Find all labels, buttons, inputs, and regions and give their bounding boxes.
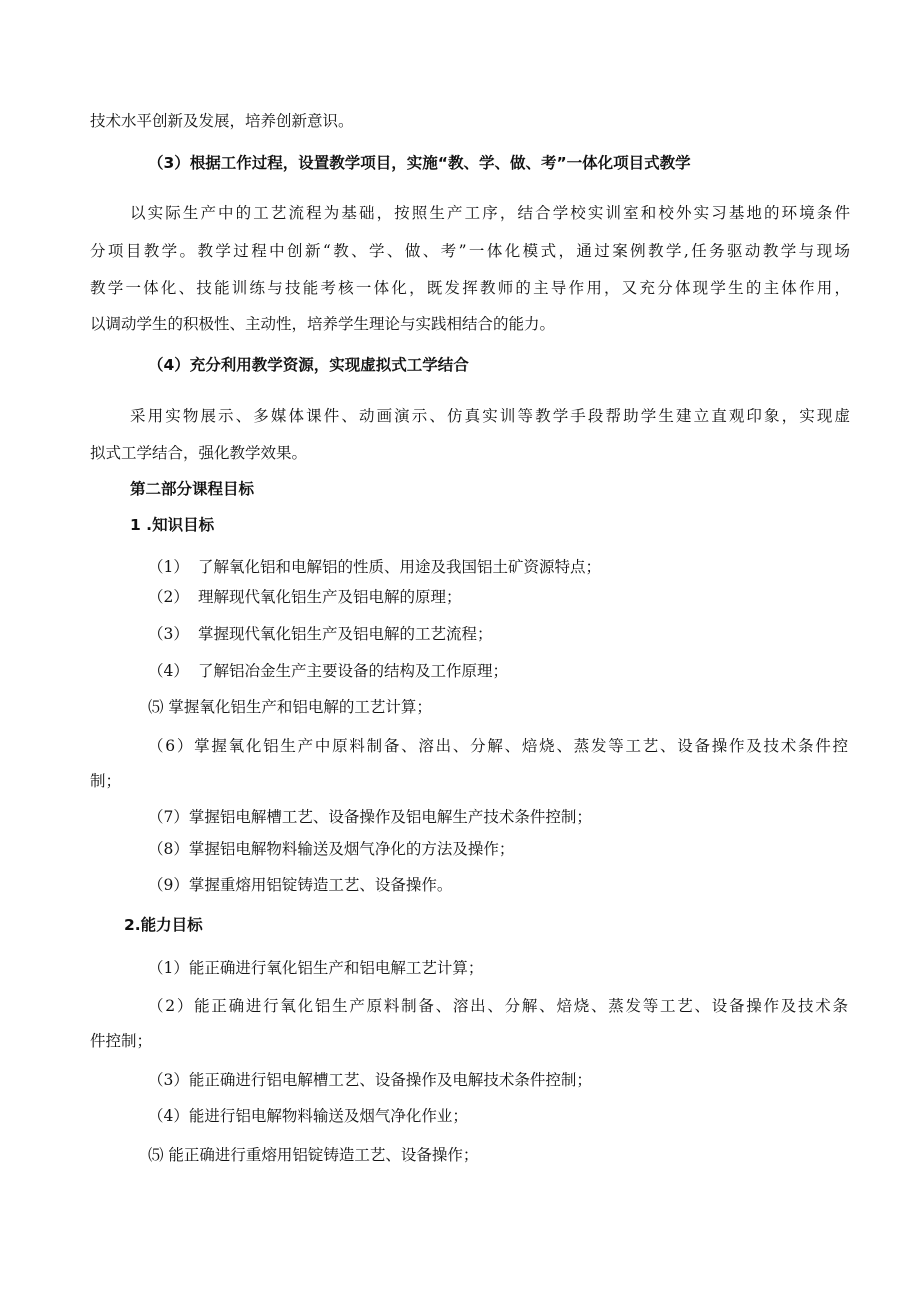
list-item-number: （1） [148, 558, 189, 576]
list-item-number: （3） [148, 625, 189, 643]
list-item: （6）掌握氧化铝生产中原料制备、溶出、分解、焙烧、蒸发等工艺、设备操作及技术条件控 [148, 737, 848, 755]
paragraph-line: 以实际生产中的工艺流程为基础，按照生产工序，结合学校实训室和校外实习基地的环境条件 [130, 204, 850, 222]
list-item [148, 557, 848, 577]
paragraph-line: 采用实物展示、多媒体课件、动画演示、仿真实训等教学手段帮助学生建立直观印象，实现虚 [130, 407, 850, 425]
paragraph-line: 以调动学生的积极性、主动性，培养学生理论与实践相结合的能力。 [90, 315, 556, 333]
paragraph-line: 拟式工学结合，强化教学效果。 [90, 444, 308, 462]
list-item: ⑸ 掌握氧化铝生产和铝电解的工艺计算； [148, 698, 432, 716]
list-item: （8）掌握铝电解物料输送及烟气净化的方法及操作； [148, 840, 515, 858]
paragraph-line: 技术水平创新及发展，培养创新意识。 [90, 112, 354, 130]
list-item-continuation: 件控制； [90, 1032, 153, 1050]
list-item: （2）能正确进行氧化铝生产原料制备、溶出、分解、焙烧、蒸发等工艺、设备操作及技术条 [148, 997, 848, 1015]
subsection-heading: 2.能力目标 [124, 916, 203, 934]
list-item: （9）掌握重熔用铝锭铸造工艺、设备操作。 [148, 876, 453, 894]
list-item-text: 掌握现代氧化铝生产及铝电解的工艺流程； [198, 625, 493, 643]
list-item: （1）能正确进行氧化铝生产和铝电解工艺计算； [148, 959, 484, 977]
subsection-heading: 1 .知识目标 [130, 516, 215, 534]
list-item-text: 理解现代氧化铝生产及铝电解的原理； [198, 588, 462, 606]
list-item: （7）掌握铝电解槽工艺、设备操作及铝电解生产技术条件控制； [148, 808, 592, 826]
list-item: （3）能正确进行铝电解槽工艺、设备操作及电解技术条件控制； [148, 1071, 592, 1089]
section-heading: （3）根据工作过程，设置教学项目，实施“教、学、做、考”一体化项目式教学 [148, 154, 691, 172]
list-item-number: （4） [148, 662, 189, 680]
paragraph-line: 教学一体化、技能训练与技能考核一体化，既发挥教师的主导作用，又充分体现学生的主体作用， [90, 279, 850, 297]
list-item: （4）能进行铝电解物料输送及烟气净化作业； [148, 1107, 468, 1125]
list-item-text: 了解氧化铝和电解铝的性质、用途及我国铝土矿资源特点； [198, 558, 602, 576]
section-heading: （4）充分利用教学资源，实现虚拟式工学结合 [148, 356, 469, 374]
list-item-continuation: 制； [90, 772, 122, 790]
part-heading: 第二部分课程目标 [130, 480, 255, 498]
list-item [148, 587, 848, 607]
list-item-text: 了解铝冶金生产主要设备的结构及工作原理； [198, 662, 509, 680]
list-item [148, 624, 848, 644]
paragraph-line: 分项目教学。教学过程中创新“教、学、做、考”一体化模式，通过案例教学,任务驱动教学与现场 [90, 242, 850, 260]
list-item: ⑸ 能正确进行重熔用铝锭铸造工艺、设备操作； [148, 1146, 479, 1164]
list-item [148, 661, 848, 681]
list-item-number: （2） [148, 588, 189, 606]
